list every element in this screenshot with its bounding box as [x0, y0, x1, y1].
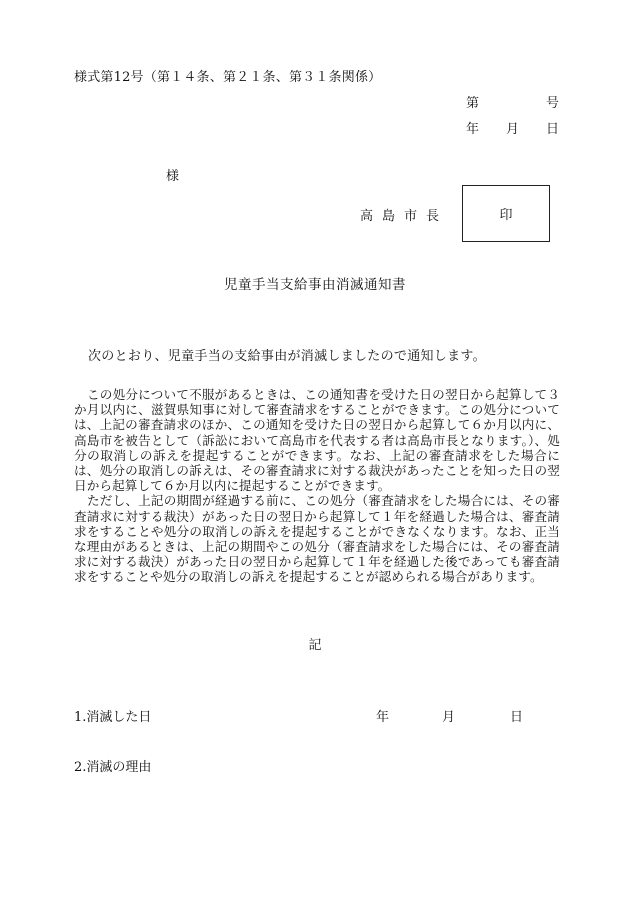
issuer-name: 高島市長 [360, 209, 449, 224]
form-number: 様式第12号（第１４条、第２１条、第３１条関係） [74, 70, 382, 85]
item-extinction-reason-label: 2.消滅の理由 [74, 760, 152, 775]
appeal-paragraph-2: ただし、上記の期間が経過する前に、この処分（審査請求をした場合には、その審査請求に対する裁決）があった日の翌日から起算して１年を経過した場合は、審査請求をすることや処分の取消しの訴えを提起することができなくなります。なお、正当な理由があるときは、上記の期間やこの処分（審査請求をした場合には、その審査請求に対する裁決）があった日の翌日から起算して１年を経過した後であっても審査請求をすることや処分の取消しの訴えを提起することが認められる場合があります。 [74, 493, 560, 585]
number-suffix: 号 [546, 96, 560, 111]
date-month: 月 [506, 122, 520, 137]
appeal-notice [74, 387, 560, 585]
extinction-month: 月 [442, 710, 456, 725]
extinction-day: 日 [510, 710, 524, 725]
date-day: 日 [546, 122, 560, 137]
number-prefix: 第 [466, 96, 480, 111]
extinction-year: 年 [376, 710, 390, 725]
ki-heading: 記 [308, 638, 322, 653]
lead-sentence: 次のとおり、児童手当の支給事由が消滅しましたので通知します。 [88, 349, 486, 364]
seal-mark: 印 [499, 208, 513, 223]
item-extinction-date-label: 1.消滅した日 [74, 710, 152, 725]
seal-box [462, 185, 550, 242]
appeal-paragraph-1: この処分について不服があるときは、この通知書を受けた日の翌日から起算して３か月以内に、滋賀県知事に対して審査請求をすることができます。この処分については、上記の審査請求のほか、この通知を受けた日の翌日から起算して６か月以内に、高島市を被告として（訴訟において高島市を代表する者は高島市長となります。）、処分の取消しの訴えを提起することができます。なお、上記の審査請求をした場合には、処分の取消しの訴えは、その審査請求に対する裁決があったことを知った日の翌日から起算して６か月以内に提起することができます。 [74, 387, 560, 494]
document-title: 児童手当支給事由消滅通知書 [224, 277, 406, 293]
recipient-honorific: 様 [166, 169, 180, 184]
date-year: 年 [466, 122, 480, 137]
